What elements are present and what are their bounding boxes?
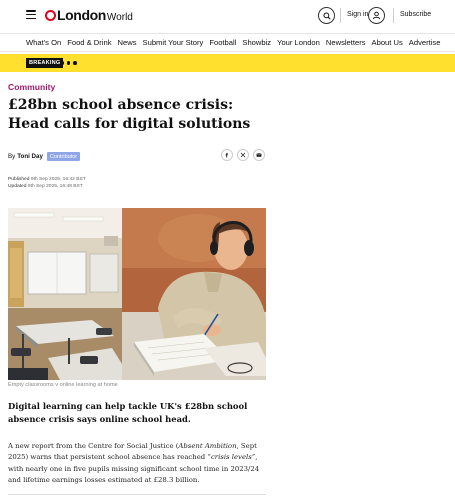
logo-main-text: London bbox=[57, 7, 106, 23]
published-date bbox=[8, 177, 86, 182]
share-facebook-button[interactable] bbox=[221, 149, 233, 161]
site-header bbox=[0, 0, 455, 31]
nav-item-whats-on[interactable]: What's On bbox=[26, 38, 62, 47]
header-divider bbox=[393, 8, 394, 23]
updated-label: Updated bbox=[8, 184, 27, 189]
sign-in-link[interactable]: Sign in bbox=[347, 11, 369, 18]
article-hero-image[interactable] bbox=[8, 208, 266, 380]
account-button[interactable] bbox=[368, 7, 385, 24]
article-body-paragraph bbox=[8, 441, 270, 486]
body-quote: “crisis levels” bbox=[207, 453, 256, 462]
article-category[interactable]: Community bbox=[8, 82, 56, 92]
contributor-badge: Contributor bbox=[47, 152, 80, 161]
nav-item-your-london[interactable]: Your London bbox=[277, 38, 320, 47]
article-standfirst: Digital learning can help tackle UK's £28bn school absence crisis says online school head. bbox=[8, 401, 248, 424]
nav-item-football[interactable]: Football bbox=[209, 38, 237, 47]
share-email-button[interactable] bbox=[253, 149, 265, 161]
author-name[interactable]: Toni Day bbox=[17, 153, 43, 160]
user-icon bbox=[372, 11, 381, 20]
nav-item-about-us[interactable]: About Us bbox=[371, 38, 403, 47]
nav-item-showbiz[interactable]: Showbiz bbox=[242, 38, 272, 47]
site-logo[interactable] bbox=[45, 7, 133, 23]
content-divider bbox=[8, 494, 266, 495]
body-text: , with nearly one in five pupils missing significant school time in 2023/24 and lifetime earnings losses estimated at £28.3 billion. bbox=[8, 453, 260, 484]
article-headline: £28bn school absence crisis: Head calls for digital solutions bbox=[8, 97, 251, 132]
header-divider bbox=[340, 8, 341, 23]
main-nav bbox=[0, 33, 455, 52]
nav-item-food-drink[interactable]: Food & Drink bbox=[67, 38, 112, 47]
nav-item-advertise[interactable]: Advertise bbox=[408, 38, 441, 47]
facebook-icon bbox=[224, 152, 230, 158]
share-x-button[interactable] bbox=[237, 149, 249, 161]
nav-item-submit-story[interactable]: Submit Your Story bbox=[142, 38, 204, 47]
search-button[interactable] bbox=[318, 7, 335, 24]
x-icon bbox=[240, 152, 246, 158]
search-icon bbox=[323, 12, 331, 20]
published-label: Published bbox=[8, 177, 30, 182]
updated-date bbox=[8, 184, 83, 189]
breaking-label: BREAKING bbox=[26, 58, 63, 68]
updated-value: 9th Sep 2025, 16:48 BST bbox=[27, 184, 83, 189]
breaking-news-bar bbox=[0, 54, 455, 72]
menu-icon[interactable] bbox=[26, 10, 36, 19]
logo-o-mark bbox=[45, 10, 56, 21]
nav-item-newsletters[interactable]: Newsletters bbox=[325, 38, 366, 47]
byline bbox=[8, 152, 80, 161]
nav-item-news[interactable]: News bbox=[117, 38, 137, 47]
logo-sub-text: World bbox=[106, 12, 133, 23]
published-value: 9th Sep 2025, 16:42 BST bbox=[30, 177, 86, 182]
image-caption: Empty classrooms v online learning at home bbox=[8, 382, 118, 388]
hero-illustration bbox=[8, 208, 266, 380]
subscribe-link[interactable]: Subscribe bbox=[400, 11, 432, 18]
body-text: A new report from the Centre for Social Justice ( bbox=[8, 442, 179, 450]
breaking-loading-dots bbox=[60, 61, 77, 65]
body-text: , Sept 2025) warns that persistent school absence has reached bbox=[8, 442, 257, 462]
byline-prefix: By bbox=[8, 153, 16, 160]
email-icon bbox=[256, 152, 262, 158]
report-title: Absent Ambition bbox=[178, 442, 237, 450]
